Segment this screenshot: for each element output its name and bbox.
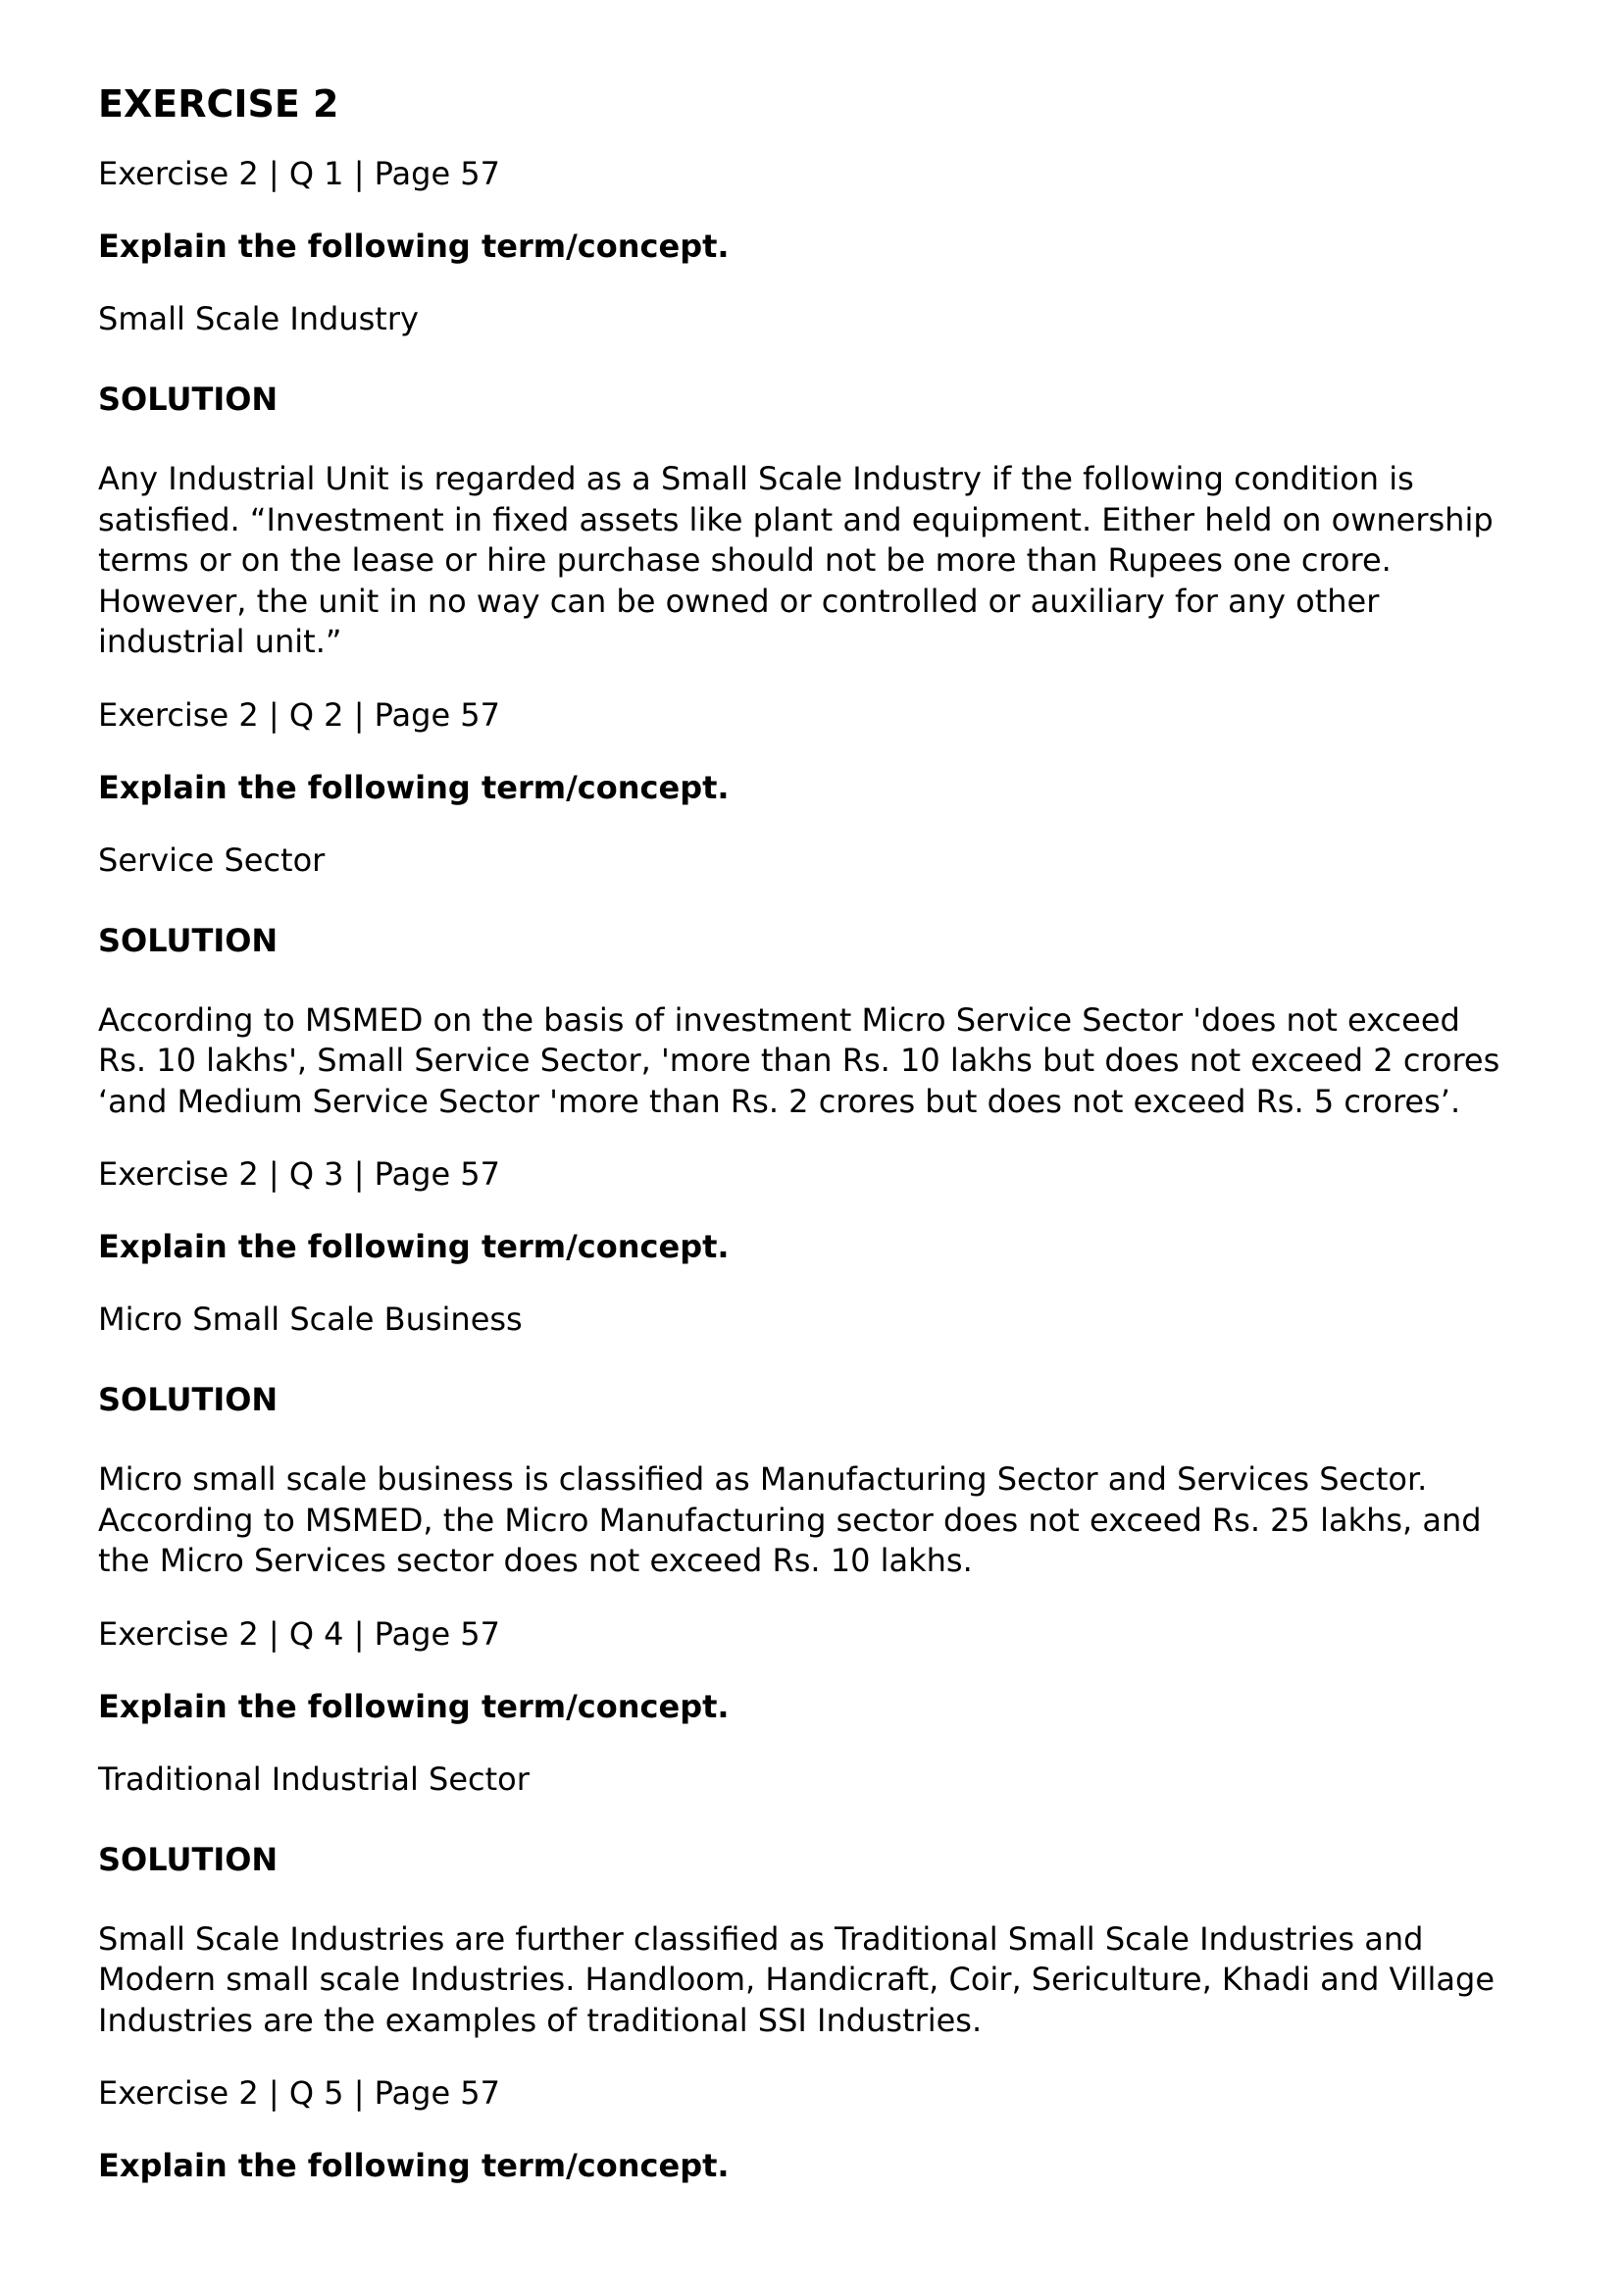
solution-text	[98, 1459, 1540, 1582]
document-page	[98, 77, 1540, 2218]
solution-line: Any Industrial Unit is regarded as a Small Scale Industry if the following condition is	[98, 460, 1414, 497]
solution-text	[98, 1000, 1540, 1123]
question-prompt: Explain the following term/concept.	[98, 1687, 730, 1725]
solution-line: Industries are the examples of traditional SSI Industries.	[98, 2001, 983, 2039]
question-prompt: Explain the following term/concept.	[98, 768, 730, 806]
question-reference: Exercise 2 | Q 5 | Page 57	[98, 2074, 501, 2112]
question-reference: Exercise 2 | Q 1 | Page 57	[98, 155, 501, 192]
question-term: Small Scale Industry	[98, 300, 419, 337]
solution-line: According to MSMED, the Micro Manufacturing sector does not exceed Rs. 25 lakhs, and	[98, 1501, 1482, 1539]
question-block	[98, 694, 1540, 1123]
solution-line: According to MSMED on the basis of investment Micro Service Sector 'does not exceed	[98, 1000, 1460, 1039]
question-term: Traditional Industrial Sector	[98, 1760, 530, 1798]
solution-line: Micro small scale business is classified as Manufacturing Sector and Services Sector.	[98, 1460, 1428, 1498]
question-reference: Exercise 2 | Q 4 | Page 57	[98, 1614, 501, 1653]
solution-line: Rs. 10 lakhs', Small Service Sector, 'more than Rs. 10 lakhs but does not exceed 2 crores	[98, 1042, 1500, 1079]
solution-line: satisfied. “Investment in fixed assets like plant and equipment. Either held on ownership	[98, 500, 1494, 538]
solution-label: SOLUTION	[98, 1381, 279, 1418]
solution-line: Modern small scale Industries. Handloom, Handicraft, Coir, Sericulture, Khadi and Village	[98, 1961, 1496, 1998]
question-reference: Exercise 2 | Q 2 | Page 57	[98, 695, 501, 734]
solution-text	[98, 1919, 1540, 2042]
solution-line: However, the unit in no way can be owned or controlled or auxiliary for any other	[98, 582, 1380, 620]
solution-line: Small Scale Industries are further classified as Traditional Small Scale Industries and	[98, 1919, 1424, 1958]
question-prompt: Explain the following term/concept.	[98, 1228, 730, 1265]
question-block	[98, 1153, 1540, 1582]
question-block	[98, 153, 1540, 663]
question-term: Micro Small Scale Business	[98, 1301, 523, 1338]
solution-line: industrial unit.”	[98, 623, 342, 660]
question-reference: Exercise 2 | Q 3 | Page 57	[98, 1155, 501, 1193]
question-prompt: Explain the following term/concept.	[98, 228, 730, 265]
solution-line: terms or on the lease or hire purchase should not be more than Rupees one crore.	[98, 541, 1392, 579]
question-block	[98, 2072, 1540, 2186]
solution-label: SOLUTION	[98, 381, 279, 418]
solution-label: SOLUTION	[98, 1840, 279, 1878]
question-term: Service Sector	[98, 841, 326, 879]
solution-text	[98, 459, 1540, 663]
solution-line: ‘and Medium Service Sector 'more than Rs. 2 crores but does not exceed Rs. 5 crores’.	[98, 1082, 1461, 1120]
solution-label: SOLUTION	[98, 921, 279, 959]
page-heading: EXERCISE 2	[98, 82, 339, 126]
question-block	[98, 1613, 1540, 2042]
solution-line: the Micro Services sector does not exceed Rs. 10 lakhs.	[98, 1542, 973, 1579]
question-prompt: Explain the following term/concept.	[98, 2147, 730, 2184]
